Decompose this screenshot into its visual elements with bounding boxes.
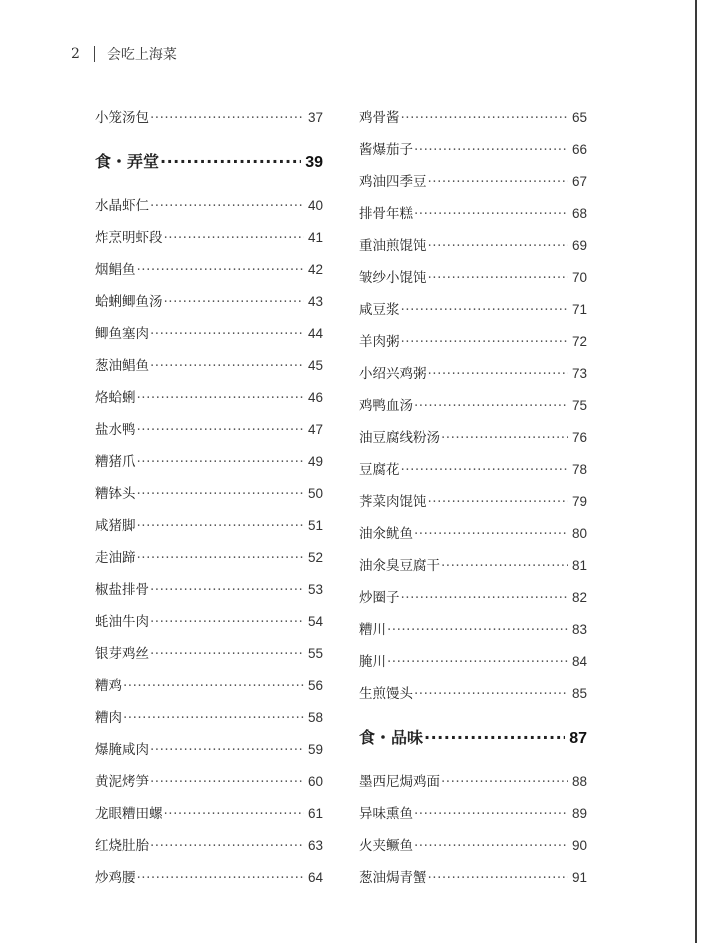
dot-leader <box>137 388 304 408</box>
page-edge-line <box>695 0 697 943</box>
toc-entry-page: 60 <box>307 774 323 789</box>
toc-entry-title: 银芽鸡丝 <box>95 646 149 662</box>
dot-leader <box>428 364 568 384</box>
toc-entry-title: 食・品味 <box>359 728 424 747</box>
toc-entry-title: 走油蹄 <box>95 550 136 566</box>
toc-entry-page: 70 <box>571 270 587 285</box>
toc-entry-page: 71 <box>571 302 587 317</box>
toc-entry-page: 88 <box>571 774 587 789</box>
toc-entry-page: 81 <box>571 558 587 573</box>
toc-entry-page: 83 <box>571 622 587 637</box>
toc-entry-title: 糟猪爪 <box>95 454 136 470</box>
toc-entry-title: 重油煎馄饨 <box>359 238 427 254</box>
dot-leader <box>424 728 565 748</box>
toc-entry-title: 皱纱小馄饨 <box>359 270 427 286</box>
toc-entry-title: 糟川 <box>359 622 386 638</box>
dot-leader <box>150 324 304 344</box>
toc-entry-page: 63 <box>307 838 323 853</box>
toc-entry <box>359 108 587 128</box>
dot-leader <box>137 548 304 568</box>
toc-entry-page: 61 <box>307 806 323 821</box>
toc-entry-page: 39 <box>305 154 323 171</box>
toc-section-heading <box>95 152 323 173</box>
dot-leader <box>164 292 304 312</box>
toc-entry-title: 豆腐花 <box>359 462 400 478</box>
toc-entry-title: 墨西尼焗鸡面 <box>359 774 440 790</box>
toc-entry <box>95 324 323 344</box>
page-number: 2 <box>71 46 80 62</box>
toc-entry <box>95 836 323 856</box>
toc-entry-page: 78 <box>571 462 587 477</box>
toc-entry-page: 75 <box>571 398 587 413</box>
dot-leader <box>401 332 568 352</box>
toc-entry-page: 79 <box>571 494 587 509</box>
toc-entry <box>359 300 587 320</box>
dot-leader <box>414 524 568 544</box>
dot-leader <box>150 356 304 376</box>
toc-entry-page: 67 <box>571 174 587 189</box>
toc-entry <box>95 772 323 792</box>
toc-entry <box>95 868 323 888</box>
toc-entry <box>95 612 323 632</box>
toc-entry-title: 葱油鲳鱼 <box>95 358 149 374</box>
dot-leader <box>137 868 304 888</box>
toc-entry-page: 55 <box>307 646 323 661</box>
toc-entry-title: 黄泥烤笋 <box>95 774 149 790</box>
toc-entry-title: 炒鸡腰 <box>95 870 136 886</box>
book-title: 会吃上海菜 <box>106 47 177 63</box>
toc-entry <box>95 740 323 760</box>
toc-entry <box>95 644 323 664</box>
toc-entry-title: 火夹鳜鱼 <box>359 838 413 854</box>
toc-entry-page: 69 <box>571 238 587 253</box>
dot-leader <box>428 868 568 888</box>
toc-entry-title: 葱油焗青蟹 <box>359 870 427 886</box>
toc-entry-title: 红烧肚胎 <box>95 838 149 854</box>
dot-leader <box>160 152 301 172</box>
toc-entry-page: 40 <box>307 198 323 213</box>
toc-entry-title: 炸烹明虾段 <box>95 230 163 246</box>
toc-entry-page: 68 <box>571 206 587 221</box>
dot-leader <box>414 804 568 824</box>
dot-leader <box>414 684 568 704</box>
dot-leader <box>401 300 568 320</box>
toc-entry-page: 59 <box>307 742 323 757</box>
toc-entry <box>359 204 587 224</box>
toc-entry-title: 椒盐排骨 <box>95 582 149 598</box>
dot-leader <box>428 268 568 288</box>
toc-entry <box>359 588 587 608</box>
toc-entry-title: 糟钵头 <box>95 486 136 502</box>
toc-entry <box>359 804 587 824</box>
toc-entry-page: 90 <box>571 838 587 853</box>
toc-entry-title: 生煎馒头 <box>359 686 413 702</box>
dot-leader <box>137 452 304 472</box>
dot-leader <box>150 772 304 792</box>
toc-entry <box>95 228 323 248</box>
toc-entry <box>359 396 587 416</box>
toc-entry-page: 58 <box>307 710 323 725</box>
dot-leader <box>164 804 304 824</box>
toc-entry <box>359 524 587 544</box>
toc-entry <box>95 292 323 312</box>
toc-entry-page: 56 <box>307 678 323 693</box>
dot-leader <box>414 204 568 224</box>
dot-leader <box>123 676 304 696</box>
toc-entry-title: 糟鸡 <box>95 678 122 694</box>
toc-entry-page: 51 <box>307 518 323 533</box>
toc-entry-page: 65 <box>571 110 587 125</box>
dot-leader <box>428 492 568 512</box>
toc-entry-title: 鸡骨酱 <box>359 110 400 126</box>
toc-entry <box>95 196 323 216</box>
dot-leader <box>137 516 304 536</box>
dot-leader <box>428 172 568 192</box>
toc-entry-page: 41 <box>307 230 323 245</box>
toc-entry <box>359 140 587 160</box>
toc-entry <box>359 364 587 384</box>
toc-entry-page: 54 <box>307 614 323 629</box>
toc-entry <box>359 620 587 640</box>
toc-entry-page: 76 <box>571 430 587 445</box>
toc-entry <box>359 652 587 672</box>
dot-leader <box>150 612 304 632</box>
dot-leader <box>414 836 568 856</box>
dot-leader <box>441 772 568 792</box>
toc-entry-page: 66 <box>571 142 587 157</box>
dot-leader <box>150 108 304 128</box>
dot-leader <box>137 420 304 440</box>
dot-leader <box>150 196 304 216</box>
toc-entry-title: 糟肉 <box>95 710 122 726</box>
toc-entry-page: 82 <box>571 590 587 605</box>
toc-entry <box>95 804 323 824</box>
dot-leader <box>137 484 304 504</box>
toc-entry-page: 85 <box>571 686 587 701</box>
toc-entry-page: 43 <box>307 294 323 309</box>
running-header <box>71 44 177 64</box>
toc-entry <box>359 684 587 704</box>
toc-entry-page: 72 <box>571 334 587 349</box>
dot-leader <box>428 236 568 256</box>
toc-entry <box>95 708 323 728</box>
toc-entry-title: 炒圈子 <box>359 590 400 606</box>
toc-entry-page: 80 <box>571 526 587 541</box>
toc-entry-page: 73 <box>571 366 587 381</box>
dot-leader <box>150 740 304 760</box>
toc-entry-page: 42 <box>307 262 323 277</box>
dot-leader <box>150 580 304 600</box>
toc-entry <box>359 172 587 192</box>
toc-entry <box>95 548 323 568</box>
toc-entry-title: 鸡鸭血汤 <box>359 398 413 414</box>
toc-entry <box>95 484 323 504</box>
toc-entry <box>359 460 587 480</box>
toc-entry <box>359 492 587 512</box>
toc-entry-title: 羊肉粥 <box>359 334 400 350</box>
toc-entry-page: 52 <box>307 550 323 565</box>
toc-entry-title: 异味熏鱼 <box>359 806 413 822</box>
toc-entry <box>359 772 587 792</box>
toc-entry-title: 酱爆茄子 <box>359 142 413 158</box>
toc-entry-title: 咸猪脚 <box>95 518 136 534</box>
toc-entry-title: 排骨年糕 <box>359 206 413 222</box>
dot-leader <box>441 556 568 576</box>
toc-entry-title: 油氽鱿鱼 <box>359 526 413 542</box>
toc-entry-page: 45 <box>307 358 323 373</box>
toc-entry <box>359 836 587 856</box>
toc-entry-title: 油氽臭豆腐干 <box>359 558 440 574</box>
dot-leader <box>164 228 304 248</box>
toc-entry-title: 鲫鱼塞肉 <box>95 326 149 342</box>
toc-entry-title: 油豆腐线粉汤 <box>359 430 440 446</box>
toc-entry-title: 蛤蜊鲫鱼汤 <box>95 294 163 310</box>
toc-entry <box>359 268 587 288</box>
toc-entry-title: 爆腌咸肉 <box>95 742 149 758</box>
toc-entry-page: 91 <box>571 870 587 885</box>
toc-entry-page: 89 <box>571 806 587 821</box>
dot-leader <box>387 620 568 640</box>
dot-leader <box>401 588 568 608</box>
dot-leader <box>150 836 304 856</box>
toc-entry-page: 64 <box>307 870 323 885</box>
dot-leader <box>123 708 304 728</box>
toc-entry <box>95 388 323 408</box>
toc-entry <box>359 556 587 576</box>
toc-entry-title: 小笼汤包 <box>95 110 149 126</box>
dot-leader <box>150 644 304 664</box>
toc-entry-title: 烟鲳鱼 <box>95 262 136 278</box>
dot-leader <box>401 460 568 480</box>
toc-entry-page: 37 <box>307 110 323 125</box>
toc-entry <box>359 868 587 888</box>
toc-entry <box>95 356 323 376</box>
toc-entry <box>95 676 323 696</box>
toc-entry-title: 盐水鸭 <box>95 422 136 438</box>
dot-leader <box>401 108 568 128</box>
toc-entry-page: 50 <box>307 486 323 501</box>
toc-entry <box>95 580 323 600</box>
toc-entry-title: 鸡油四季豆 <box>359 174 427 190</box>
toc-entry-title: 荠菜肉馄饨 <box>359 494 427 510</box>
toc-entry-title: 腌川 <box>359 654 386 670</box>
toc-entry-title: 咸豆浆 <box>359 302 400 318</box>
toc-entry-page: 46 <box>307 390 323 405</box>
toc-entry <box>95 108 323 128</box>
toc-entry-page: 49 <box>307 454 323 469</box>
toc-entry <box>95 260 323 280</box>
toc-section-heading <box>359 728 587 749</box>
toc-entry-page: 87 <box>569 730 587 747</box>
toc-entry <box>359 236 587 256</box>
toc-entry-page: 44 <box>307 326 323 341</box>
toc-entry <box>95 452 323 472</box>
dot-leader <box>414 140 568 160</box>
toc-entry-title: 蚝油牛肉 <box>95 614 149 630</box>
toc-entry-page: 53 <box>307 582 323 597</box>
header-divider <box>94 46 95 62</box>
toc-entry-title: 龙眼糟田螺 <box>95 806 163 822</box>
toc-entry-title: 食・弄堂 <box>95 152 160 171</box>
toc-entry-title: 水晶虾仁 <box>95 198 149 214</box>
toc-entry-title: 烙蛤蜊 <box>95 390 136 406</box>
toc-entry <box>359 332 587 352</box>
toc-entry <box>95 420 323 440</box>
toc-entry-title: 小绍兴鸡粥 <box>359 366 427 382</box>
toc-entry <box>95 516 323 536</box>
toc-entry <box>359 428 587 448</box>
dot-leader <box>414 396 568 416</box>
dot-leader <box>137 260 304 280</box>
toc-entry-page: 84 <box>571 654 587 669</box>
toc-entry-page: 47 <box>307 422 323 437</box>
dot-leader <box>387 652 568 672</box>
dot-leader <box>441 428 568 448</box>
